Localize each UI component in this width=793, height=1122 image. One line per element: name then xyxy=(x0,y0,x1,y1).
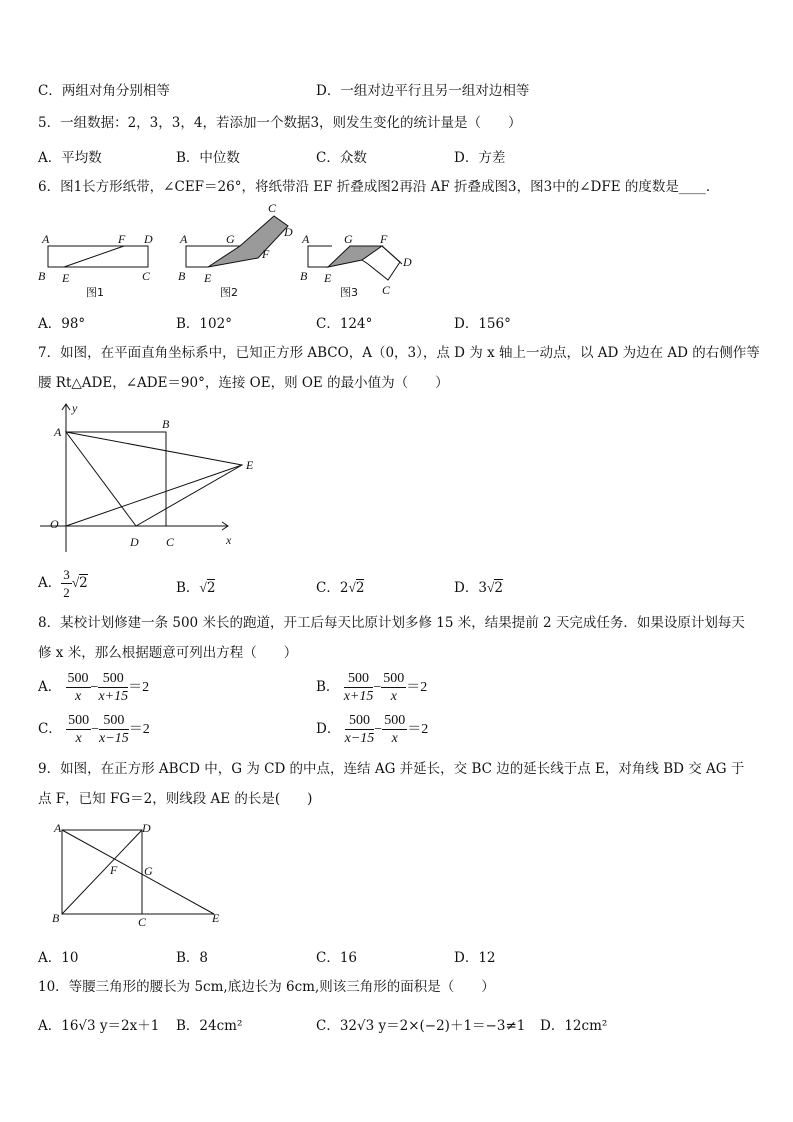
q7-option-d: D．3√2 xyxy=(454,580,503,596)
label-G: G xyxy=(226,232,235,246)
q4-option-c: C．两组对角分别相等 xyxy=(38,83,170,99)
q9-option-b: B．8 xyxy=(176,950,209,966)
q6-option-b: B．102° xyxy=(176,316,232,332)
q10-option-b: B．24cm² xyxy=(176,1018,243,1034)
q7-stem-line2: 腰 Rt△ADE，∠ADE＝90°，连接 OE，则 OE 的最小值为（ ） xyxy=(38,375,449,391)
label-C: C xyxy=(166,535,175,549)
label-F: F xyxy=(118,232,126,246)
label-A: A xyxy=(180,232,188,246)
label-G: G xyxy=(144,864,153,878)
label-y: y xyxy=(72,401,78,415)
fig-2-caption: 图2 xyxy=(220,286,238,299)
q9-stem-line2: 点 F，已知 FG＝2，则线段 AE 的长是( ) xyxy=(38,791,313,807)
q5-option-b: B．中位数 xyxy=(176,150,240,166)
fig-1-caption: 图1 xyxy=(86,286,104,299)
q8-stem-line2: 修 x 米，那么根据题意可列出方程（ ） xyxy=(38,645,298,661)
q6-figure-3 xyxy=(300,232,412,299)
label-A: A xyxy=(302,232,310,246)
q5-stem: 5．一组数据：2，3，3，4，若添加一个数据3，则发生变化的统计量是（ ） xyxy=(38,115,522,131)
q7-stem-line1: 7．如图，在平面直角坐标系中，已知正方形 ABCO，A（0，3），点 D 为 x 轴上一动点，以 AD 为边在 AD 的右侧作等 xyxy=(38,345,760,361)
q8-option-a: A． $\frac{500}{x}$ − $\frac{500}{x+15}$ ＝2 xyxy=(38,671,150,704)
q10-stem: 10．等腰三角形的腰长为 5cm,底边长为 6cm,则该三角形的面积是（ ） xyxy=(38,979,495,995)
q8-stem-line1: 8．某校计划修建一条 500 米长的跑道，开工后每天比原计划多修 15 米，结果提前 2 天完成任务．如果设原计划每天 xyxy=(38,615,745,631)
label-E: E xyxy=(62,271,70,285)
q9-figure xyxy=(48,818,238,934)
q6-stem: 6．图1长方形纸带，∠CEF＝26°，将纸带沿 EF 折叠成图2再沿 AF 折叠成图3，图3中的∠DFE 的度数是____． xyxy=(38,179,720,195)
q8-option-d: D． $\frac{500}{x-15}$ − $\frac{500}{x}$ ＝2 xyxy=(316,713,429,746)
label-F: F xyxy=(110,863,118,877)
label-O: O xyxy=(50,517,59,531)
label-B: B xyxy=(162,417,170,431)
label-D: D xyxy=(284,225,293,239)
label-C: C xyxy=(142,269,151,283)
label-B: B xyxy=(38,269,46,283)
q7-option-b: B．√2 xyxy=(176,580,216,596)
label-D: D xyxy=(144,232,153,246)
label-B: B xyxy=(52,911,60,925)
label-E: E xyxy=(204,271,212,285)
label-F: F xyxy=(262,247,270,261)
q7-option-c: C．2√2 xyxy=(316,580,365,596)
q8-option-b: B． $\frac{500}{x+15}$ − $\frac{500}{x}$ ＝2 xyxy=(316,671,428,704)
label-D: D xyxy=(142,821,151,835)
q6-figure-1 xyxy=(38,232,153,299)
q9-stem-line1: 9．如图，在正方形 ABCD 中，G 为 CD 的中点，连结 AG 并延长，交 BC 边的延长线于点 E，对角线 BD 交 AG 于 xyxy=(38,761,745,777)
label-C: C xyxy=(268,201,277,215)
label-A: A xyxy=(54,821,62,835)
fig-3-caption: 图3 xyxy=(340,286,358,299)
label-B: B xyxy=(178,269,186,283)
label-F: F xyxy=(380,232,388,246)
label-C: C xyxy=(138,915,147,929)
q9-option-a: A．10 xyxy=(38,950,79,966)
label-D: D xyxy=(403,255,412,269)
label-A: A xyxy=(54,425,62,439)
q10-option-d: D．12cm² xyxy=(540,1018,608,1034)
label-C: C xyxy=(382,283,391,297)
label-G: G xyxy=(344,232,353,246)
q9-option-c: C．16 xyxy=(316,950,358,966)
q6-option-a: A．98° xyxy=(38,316,86,332)
q5-option-c: C．众数 xyxy=(316,150,367,166)
q9-option-d: D．12 xyxy=(454,950,496,966)
label-E: E xyxy=(324,271,332,285)
q6-option-c: C．124° xyxy=(316,316,373,332)
q6-figure-2 xyxy=(178,201,293,299)
label-E: E xyxy=(212,911,220,925)
q5-option-a: A．平均数 xyxy=(38,150,102,166)
q5-option-d: D．方差 xyxy=(454,150,506,166)
label-B: B xyxy=(300,269,308,283)
q10-option-c: C．32√3 y＝2×(−2)＋1＝−3≠1 xyxy=(316,1018,526,1034)
q6-figures xyxy=(30,200,430,302)
q6-option-d: D．156° xyxy=(454,316,511,332)
label-A: A xyxy=(42,232,50,246)
q4-option-d: D．一组对边平行且另一组对边相等 xyxy=(316,83,530,99)
q7-figure xyxy=(36,396,266,558)
q8-option-c: C． $\frac{500}{x}$ − $\frac{500}{x-15}$ ＝2 xyxy=(38,713,150,746)
label-D: D xyxy=(130,535,139,549)
q10-option-a: A．16√3 y＝2x＋1 xyxy=(38,1018,160,1034)
q7-option-a: A． $\frac{3}{2}$ √2 xyxy=(38,567,88,600)
label-x: x xyxy=(226,533,232,547)
label-E: E xyxy=(246,458,254,472)
